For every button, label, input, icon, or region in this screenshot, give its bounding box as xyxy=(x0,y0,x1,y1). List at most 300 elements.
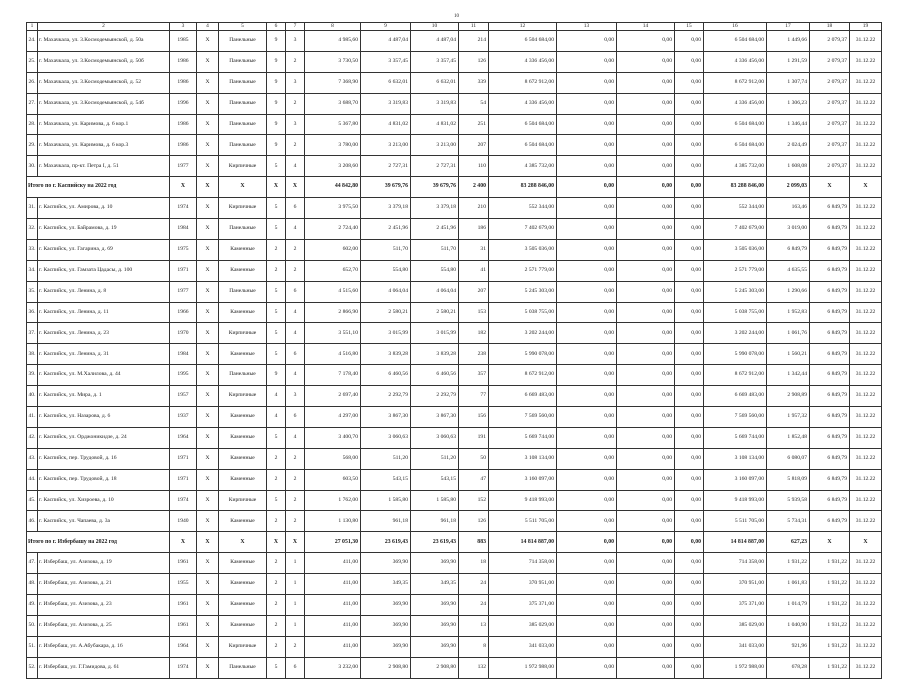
data-cell: 0,00 xyxy=(617,156,675,177)
data-cell: 163,46 xyxy=(767,198,810,219)
data-cell: Каменные xyxy=(219,239,267,260)
column-number: 2 xyxy=(38,23,170,31)
address-cell: г. Махачкала, ул. 3.Космодемьянской, д. 50б xyxy=(38,51,170,72)
data-cell: 31.12.22 xyxy=(850,469,882,490)
data-cell: 2 xyxy=(267,636,286,657)
data-cell: 6 xyxy=(286,407,305,428)
data-cell: X xyxy=(197,51,219,72)
column-number: 15 xyxy=(675,23,704,31)
table-row xyxy=(27,323,882,344)
data-cell: 2 xyxy=(267,260,286,281)
table-row xyxy=(27,365,882,386)
data-cell: 511,20 xyxy=(411,448,459,469)
data-cell: 0,00 xyxy=(557,239,617,260)
data-cell: 6 669 483,00 xyxy=(489,386,557,407)
column-number: 18 xyxy=(810,23,850,31)
row-number: 52. xyxy=(27,657,38,678)
table-row xyxy=(27,344,882,365)
data-cell: 31.12.22 xyxy=(850,615,882,636)
subtotal-cell: 2 099,03 xyxy=(767,177,810,198)
data-cell: 2 079,37 xyxy=(810,93,850,114)
data-cell: 961,18 xyxy=(361,511,411,532)
data-cell: 4 xyxy=(286,302,305,323)
data-cell: 0,00 xyxy=(617,365,675,386)
data-cell: X xyxy=(197,615,219,636)
data-cell: 5 990 078,00 xyxy=(489,344,557,365)
data-cell: 3 379,18 xyxy=(361,198,411,219)
address-cell: г. Каспийск, ул. Ленина, д. 11 xyxy=(38,302,170,323)
data-cell: 214 xyxy=(459,31,489,52)
subtotal-cell: 0,00 xyxy=(617,177,675,198)
data-cell: 6 849,79 xyxy=(810,407,850,428)
data-cell: 0,00 xyxy=(557,595,617,616)
subtotal-cell: X xyxy=(197,177,219,198)
data-cell: 1 931,22 xyxy=(767,553,810,574)
data-cell: 31.12.22 xyxy=(850,260,882,281)
address-cell: г. Избербаш, ул. Г.Гамидова, д. 61 xyxy=(38,657,170,678)
data-cell: 6 849,79 xyxy=(767,239,810,260)
data-cell: 1 972 988,00 xyxy=(489,657,557,678)
data-cell: 6 849,79 xyxy=(810,448,850,469)
data-cell: 186 xyxy=(459,219,489,240)
address-cell: г. Избербаш, ул. Азизова, д. 19 xyxy=(38,553,170,574)
data-cell: 54 xyxy=(459,93,489,114)
data-cell: 1961 xyxy=(170,595,197,616)
data-cell: 0,00 xyxy=(617,636,675,657)
row-number: 40. xyxy=(27,386,38,407)
table-row xyxy=(27,469,882,490)
data-cell: 1 931,22 xyxy=(810,657,850,678)
data-cell: Каменные xyxy=(219,302,267,323)
data-cell: 5 669 744,00 xyxy=(704,427,767,448)
subtotal-cell: X xyxy=(286,532,305,553)
data-cell: 921,96 xyxy=(767,636,810,657)
data-cell: 6 504 684,00 xyxy=(704,114,767,135)
data-cell: 375 371,00 xyxy=(704,595,767,616)
data-cell: 0,00 xyxy=(557,323,617,344)
data-cell: 31.12.22 xyxy=(850,51,882,72)
address-cell: г. Избербаш, ул. Азизова, д. 23 xyxy=(38,595,170,616)
data-cell: X xyxy=(197,72,219,93)
data-cell: 47 xyxy=(459,469,489,490)
column-number: 9 xyxy=(361,23,411,31)
data-cell: 1 931,22 xyxy=(810,553,850,574)
table-row xyxy=(27,553,882,574)
data-cell: 31.12.22 xyxy=(850,553,882,574)
data-cell: 3 202 244,00 xyxy=(704,323,767,344)
data-cell: 0,00 xyxy=(675,469,704,490)
data-cell: 4 xyxy=(286,365,305,386)
data-cell: 0,00 xyxy=(557,219,617,240)
data-cell: 1 952,83 xyxy=(767,302,810,323)
subtotal-cell: 14 814 887,00 xyxy=(489,532,557,553)
table-row xyxy=(27,636,882,657)
data-cell: 6 849,79 xyxy=(810,302,850,323)
column-number: 17 xyxy=(767,23,810,31)
row-number: 27. xyxy=(27,93,38,114)
data-cell: X xyxy=(197,511,219,532)
data-cell: Панельные xyxy=(219,31,267,52)
data-cell: 1977 xyxy=(170,281,197,302)
data-cell: 1 585,80 xyxy=(361,490,411,511)
data-cell: 1986 xyxy=(170,135,197,156)
data-cell: 31.12.22 xyxy=(850,365,882,386)
table-row xyxy=(27,93,882,114)
data-cell: 1971 xyxy=(170,448,197,469)
data-cell: X xyxy=(197,260,219,281)
data-cell: 0,00 xyxy=(617,386,675,407)
subtotal-cell: 23 619,43 xyxy=(361,532,411,553)
subtotal-cell: 23 619,43 xyxy=(411,532,459,553)
data-cell: 2 079,37 xyxy=(810,114,850,135)
column-number: 4 xyxy=(197,23,219,31)
data-cell: 9 xyxy=(267,72,286,93)
data-cell: Каменные xyxy=(219,260,267,281)
data-cell: 3 232,00 xyxy=(305,657,361,678)
data-cell: 5 511 705,00 xyxy=(489,511,557,532)
data-cell: 31.12.22 xyxy=(850,281,882,302)
data-cell: 6 632,01 xyxy=(411,72,459,93)
data-cell: 341 033,00 xyxy=(489,636,557,657)
data-cell: 5 669 744,00 xyxy=(489,427,557,448)
data-cell: 2 xyxy=(286,511,305,532)
data-cell: 0,00 xyxy=(617,281,675,302)
data-cell: Каменные xyxy=(219,407,267,428)
data-cell: 0,00 xyxy=(557,427,617,448)
data-cell: 3 867,30 xyxy=(361,407,411,428)
data-cell: 2 580,21 xyxy=(411,302,459,323)
row-number: 28. xyxy=(27,114,38,135)
data-cell: 0,00 xyxy=(557,386,617,407)
address-cell: г. Махачкала, ул. 3.Космодемьянской, д. 50а xyxy=(38,31,170,52)
address-cell: г. Каспийск, ул. Амирова, д. 10 xyxy=(38,198,170,219)
data-cell: 4 985,60 xyxy=(305,31,361,52)
data-cell: 4 xyxy=(286,156,305,177)
data-cell: 5 939,58 xyxy=(767,490,810,511)
data-cell: 678,28 xyxy=(767,657,810,678)
row-number: 26. xyxy=(27,72,38,93)
data-cell: 3 357,45 xyxy=(411,51,459,72)
data-cell: 153 xyxy=(459,302,489,323)
data-cell: X xyxy=(197,595,219,616)
data-cell: 0,00 xyxy=(617,72,675,93)
data-cell: X xyxy=(197,386,219,407)
data-cell: 2 xyxy=(286,51,305,72)
data-cell: Кирпичные xyxy=(219,323,267,344)
subtotal-row xyxy=(27,177,882,198)
data-cell: 6 669 483,00 xyxy=(704,386,767,407)
row-number: 38. xyxy=(27,344,38,365)
data-cell: 0,00 xyxy=(557,553,617,574)
data-cell: 0,00 xyxy=(675,135,704,156)
data-cell: 2 580,21 xyxy=(361,302,411,323)
data-cell: 3 505 036,00 xyxy=(489,239,557,260)
data-cell: 0,00 xyxy=(675,344,704,365)
data-cell: 1 290,66 xyxy=(767,281,810,302)
data-cell: 6 460,56 xyxy=(411,365,459,386)
data-cell: X xyxy=(197,114,219,135)
data-cell: 0,00 xyxy=(557,448,617,469)
subtotal-cell: 0,00 xyxy=(617,532,675,553)
data-cell: 3 319,83 xyxy=(361,93,411,114)
data-cell: 5 xyxy=(267,219,286,240)
data-cell: 0,00 xyxy=(557,636,617,657)
data-cell: 3 839,28 xyxy=(411,344,459,365)
data-cell: 0,00 xyxy=(557,114,617,135)
page-number: 10 xyxy=(454,14,459,19)
data-cell: Кирпичные xyxy=(219,386,267,407)
data-cell: 1974 xyxy=(170,490,197,511)
data-cell: 4 515,60 xyxy=(305,281,361,302)
address-cell: г. Махачкала, пр-кт. Петра I, д. 51 xyxy=(38,156,170,177)
data-cell: 7 178,40 xyxy=(305,365,361,386)
data-cell: 652,70 xyxy=(305,260,361,281)
data-cell: X xyxy=(197,574,219,595)
data-cell: 3 202 244,00 xyxy=(489,323,557,344)
table-row xyxy=(27,490,882,511)
data-cell: 1 040,90 xyxy=(767,615,810,636)
data-cell: 31.12.22 xyxy=(850,448,882,469)
data-cell: 5 038 755,00 xyxy=(704,302,767,323)
data-cell: 24 xyxy=(459,574,489,595)
subtotal-cell: 14 814 887,00 xyxy=(704,532,767,553)
data-cell: 1961 xyxy=(170,615,197,636)
data-cell: 1996 xyxy=(170,93,197,114)
data-cell: 3 108 134,00 xyxy=(489,448,557,469)
data-cell: 9 xyxy=(267,31,286,52)
data-cell: Панельные xyxy=(219,51,267,72)
data-cell: 0,00 xyxy=(675,407,704,428)
data-cell: 6 849,79 xyxy=(810,490,850,511)
data-cell: 2 079,37 xyxy=(810,31,850,52)
data-cell: 0,00 xyxy=(675,427,704,448)
data-cell: 3 xyxy=(286,31,305,52)
data-cell: 2 xyxy=(267,469,286,490)
subtotal-cell: 883 xyxy=(459,532,489,553)
data-cell: 1 061,83 xyxy=(767,574,810,595)
data-cell: 31.12.22 xyxy=(850,490,882,511)
data-cell: 0,00 xyxy=(557,156,617,177)
data-cell: 0,00 xyxy=(675,386,704,407)
table-row xyxy=(27,114,882,135)
data-cell: 31.12.22 xyxy=(850,239,882,260)
data-cell: 182 xyxy=(459,323,489,344)
data-cell: 7 402 679,00 xyxy=(489,219,557,240)
data-cell: 369,90 xyxy=(361,615,411,636)
data-cell: 191 xyxy=(459,427,489,448)
data-cell: 31.12.22 xyxy=(850,135,882,156)
data-cell: 0,00 xyxy=(675,615,704,636)
data-cell: 375 371,00 xyxy=(489,595,557,616)
data-cell: 3 975,50 xyxy=(305,198,361,219)
data-cell: X xyxy=(197,323,219,344)
column-number: 11 xyxy=(459,23,489,31)
row-number: 24. xyxy=(27,31,38,52)
data-cell: X xyxy=(197,31,219,52)
data-cell: 2 xyxy=(286,469,305,490)
data-cell: X xyxy=(197,490,219,511)
column-number: 10 xyxy=(411,23,459,31)
data-cell: 602,00 xyxy=(305,239,361,260)
data-cell: 4 297,00 xyxy=(305,407,361,428)
data-cell: X xyxy=(197,156,219,177)
subtotal-cell: X xyxy=(810,177,850,198)
data-cell: 0,00 xyxy=(557,344,617,365)
data-cell: 0,00 xyxy=(675,114,704,135)
data-cell: 1974 xyxy=(170,657,197,678)
data-cell: Каменные xyxy=(219,469,267,490)
data-cell: X xyxy=(197,553,219,574)
table-row xyxy=(27,260,882,281)
data-cell: 5 245 303,00 xyxy=(704,281,767,302)
data-cell: 3 xyxy=(286,386,305,407)
column-number: 1 xyxy=(27,23,38,31)
data-cell: 2 xyxy=(286,260,305,281)
data-cell: 1 xyxy=(286,595,305,616)
data-cell: 152 xyxy=(459,490,489,511)
data-cell: 2 724,40 xyxy=(305,219,361,240)
row-number: 41. xyxy=(27,407,38,428)
table-row xyxy=(27,511,882,532)
data-cell: 207 xyxy=(459,281,489,302)
data-cell: 0,00 xyxy=(617,323,675,344)
data-cell: 2 xyxy=(286,135,305,156)
data-cell: 552 344,00 xyxy=(489,198,557,219)
data-cell: 369,90 xyxy=(411,636,459,657)
data-cell: 13 xyxy=(459,615,489,636)
data-cell: 4 xyxy=(267,386,286,407)
data-cell: 0,00 xyxy=(617,51,675,72)
data-cell: 1971 xyxy=(170,260,197,281)
data-cell: 0,00 xyxy=(557,657,617,678)
data-cell: 207 xyxy=(459,135,489,156)
data-cell: 2 xyxy=(267,595,286,616)
data-cell: 0,00 xyxy=(617,427,675,448)
data-cell: 6 xyxy=(286,198,305,219)
data-cell: 1 957,32 xyxy=(767,407,810,428)
data-cell: 6 460,56 xyxy=(361,365,411,386)
data-cell: 0,00 xyxy=(557,574,617,595)
data-cell: 3 839,28 xyxy=(361,344,411,365)
data-cell: Каменные xyxy=(219,344,267,365)
data-cell: 6 849,79 xyxy=(810,198,850,219)
subtotal-cell: 627,23 xyxy=(767,532,810,553)
data-cell: 385 029,00 xyxy=(704,615,767,636)
data-cell: 3 551,10 xyxy=(305,323,361,344)
data-cell: 4 336 456,00 xyxy=(489,93,557,114)
data-cell: Каменные xyxy=(219,553,267,574)
row-number: 37. xyxy=(27,323,38,344)
data-cell: 2 xyxy=(286,636,305,657)
data-cell: 1955 xyxy=(170,574,197,595)
data-cell: 0,00 xyxy=(617,407,675,428)
data-cell: 0,00 xyxy=(617,219,675,240)
data-cell: 0,00 xyxy=(557,135,617,156)
data-cell: 4 385 732,00 xyxy=(704,156,767,177)
data-cell: 0,00 xyxy=(617,595,675,616)
data-cell: 2 451,96 xyxy=(361,219,411,240)
data-cell: 1966 xyxy=(170,302,197,323)
data-cell: 126 xyxy=(459,51,489,72)
data-cell: 5 245 303,00 xyxy=(489,281,557,302)
data-cell: 1 291,59 xyxy=(767,51,810,72)
data-cell: 6 xyxy=(286,281,305,302)
data-cell: X xyxy=(197,239,219,260)
data-cell: 2 908,80 xyxy=(361,657,411,678)
data-cell: 4 336 456,00 xyxy=(704,93,767,114)
subtotal-cell: 2 400 xyxy=(459,177,489,198)
column-number-row xyxy=(27,23,882,31)
data-cell: 369,90 xyxy=(411,595,459,616)
address-cell: г. Каспийск, ул. Байрамова, д. 19 xyxy=(38,219,170,240)
data-cell: 31.12.22 xyxy=(850,407,882,428)
data-cell: 0,00 xyxy=(557,615,617,636)
data-cell: 31.12.22 xyxy=(850,595,882,616)
row-number: 46. xyxy=(27,511,38,532)
data-cell: 6 849,79 xyxy=(810,239,850,260)
data-cell: 1974 xyxy=(170,198,197,219)
data-cell: 3 688,70 xyxy=(305,93,361,114)
data-cell: X xyxy=(197,135,219,156)
data-cell: 1 061,76 xyxy=(767,323,810,344)
column-number: 16 xyxy=(704,23,767,31)
data-cell: 4 487,04 xyxy=(411,31,459,52)
data-cell: 568,00 xyxy=(305,448,361,469)
data-cell: 0,00 xyxy=(617,260,675,281)
data-cell: 1 306,23 xyxy=(767,93,810,114)
row-number: 29. xyxy=(27,135,38,156)
data-cell: 0,00 xyxy=(617,198,675,219)
data-cell: 1 xyxy=(286,615,305,636)
data-cell: 0,00 xyxy=(557,31,617,52)
row-number: 51. xyxy=(27,636,38,657)
data-cell: 543,15 xyxy=(361,469,411,490)
data-cell: 341 033,00 xyxy=(704,636,767,657)
data-cell: 9 xyxy=(267,93,286,114)
data-cell: 714 358,00 xyxy=(489,553,557,574)
data-cell: 31.12.22 xyxy=(850,386,882,407)
table-row xyxy=(27,219,882,240)
row-number: 33. xyxy=(27,239,38,260)
data-cell: 349,35 xyxy=(411,574,459,595)
data-cell: 0,00 xyxy=(617,469,675,490)
data-cell: 3 xyxy=(286,114,305,135)
data-cell: 0,00 xyxy=(675,448,704,469)
subtotal-cell: X xyxy=(810,532,850,553)
subtotal-cell: 83 288 846,00 xyxy=(704,177,767,198)
data-cell: 370 951,00 xyxy=(704,574,767,595)
subtotal-cell: X xyxy=(170,532,197,553)
data-cell: 5 xyxy=(267,344,286,365)
address-cell: г. Каспийск, ул. Хизроева, д. 10 xyxy=(38,490,170,511)
subtotal-cell: X xyxy=(197,532,219,553)
data-cell: 1961 xyxy=(170,553,197,574)
data-cell: 1 608,08 xyxy=(767,156,810,177)
data-cell: 5 xyxy=(267,198,286,219)
subtotal-cell: X xyxy=(267,177,286,198)
data-cell: 0,00 xyxy=(675,636,704,657)
table-row xyxy=(27,31,882,52)
data-cell: 1986 xyxy=(170,72,197,93)
data-cell: 31.12.22 xyxy=(850,198,882,219)
data-cell: 0,00 xyxy=(617,615,675,636)
data-cell: 2 571 779,00 xyxy=(704,260,767,281)
data-cell: 0,00 xyxy=(675,595,704,616)
data-cell: 4 xyxy=(286,323,305,344)
table-row xyxy=(27,427,882,448)
address-cell: г. Каспийск, пер. Трудовой, д. 18 xyxy=(38,469,170,490)
data-cell: 1 346,44 xyxy=(767,114,810,135)
